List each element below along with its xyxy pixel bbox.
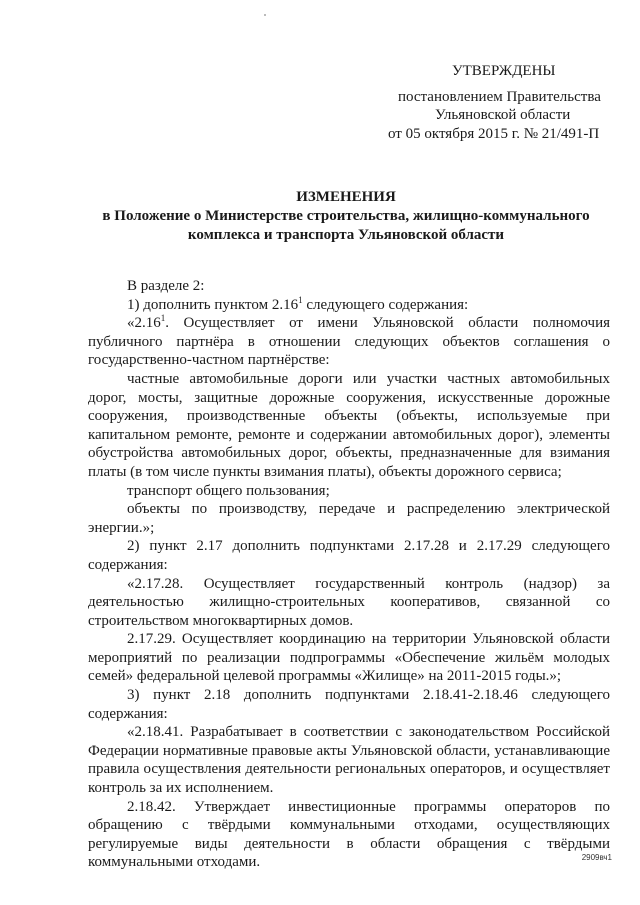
heading-subtitle-line-1: в Положение о Министерстве строительства, жилищно-коммунального	[102, 208, 590, 224]
approval-line-3: от 05 октября 2015 г. № 21/491-П	[388, 126, 600, 142]
document-heading	[86, 188, 606, 245]
paragraph-item-3: 3) пункт 2.18 дополнить подпунктами 2.18.41-2.18.46 следующего содержания:	[88, 687, 610, 722]
paragraph-2-16-1: «2.16$^1$. Осуществляет от имени Ульяновской области полномочия публичного партнёра в отношении следующих объектов соглашения о государственно-частном партнёрстве:	[88, 313, 610, 369]
paragraph-transport: транспорт общего пользования;	[127, 482, 330, 499]
document-body	[88, 277, 610, 872]
paragraph-roads: частные автомобильные дороги или участки частных автомобильных дорог, мосты, защитные дорожные сооружения, искусственные дорожные сооружения, производственные объекты (объекты, используемые при капитальном ремонте, ремонте и содержании автомобильных дорог), элементы обустройства автомобильных дорог, объекты, предназначенные для взимания платы (в том числе пункты взимания платы), объекты дорожного сервиса;	[88, 370, 610, 480]
heading-subtitle-line-2: комплекса и транспорта Ульяновской области	[187, 227, 505, 243]
paragraph-2-17-29: 2.17.29. Осуществляет координацию на территории Ульяновской области мероприятий по реализации подпрограммы «Обеспечение жильём молодых семей» федеральной целевой программы «Жилище» на 2011-2015 годы.»;	[88, 631, 610, 685]
document-code: 2909вч1	[581, 853, 612, 862]
scan-mark	[264, 14, 266, 16]
paragraph-energy: объекты по производству, передаче и распределению электрической энергии.»;	[88, 501, 610, 536]
paragraph-item-1: 1) дополнить пунктом 2.16$^1$ следующего содержания:	[127, 294, 469, 313]
approval-line-1: постановлением Правительства	[398, 89, 601, 105]
paragraph-section-intro: В разделе 2:	[127, 278, 205, 294]
approval-title: УТВЕРЖДЕНЫ	[452, 63, 556, 79]
paragraph-2-18-41: «2.18.41. Разрабатывает в соответствии с законодательством Российской Федерации нормативные правовые акты Ульяновской области, устанавливающие правила осуществления деятельности региональных операторов, и осуществляет контроль за их исполнением.	[88, 724, 610, 797]
paragraph-2-17-28: «2.17.28. Осуществляет государственный контроль (надзор) за деятельностью жилищно-строительных кооперативов, связанной со строительством многоквартирных домов.	[88, 575, 610, 629]
paragraph-item-2: 2) пункт 2.17 дополнить подпунктами 2.17.28 и 2.17.29 следующего содержания:	[88, 538, 610, 573]
heading-title: ИЗМЕНЕНИЯ	[296, 189, 396, 205]
approval-line-2: Ульяновской области	[435, 107, 571, 123]
paragraph-2-18-42: 2.18.42. Утверждает инвестиционные программы операторов по обращению с твёрдыми коммунальными отходами, осуществляющих регулируемые виды деятельности в области обращения с твёрдыми коммунальными отходами.	[88, 798, 610, 871]
